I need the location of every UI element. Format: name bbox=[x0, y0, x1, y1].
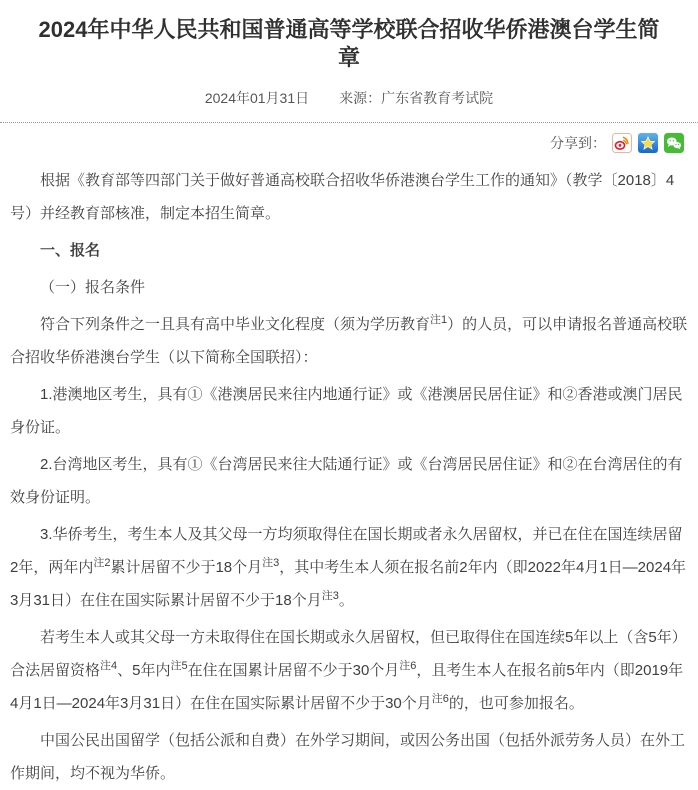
article-meta bbox=[0, 78, 698, 122]
share-label: 分享到： bbox=[550, 135, 606, 151]
weibo-share-icon[interactable] bbox=[612, 133, 632, 153]
footnote-ref: 注6 bbox=[399, 660, 417, 672]
footnote-ref: 注1 bbox=[430, 314, 448, 326]
wechat-share-icon[interactable] bbox=[664, 133, 684, 153]
section-heading: 一、报名 bbox=[40, 242, 101, 259]
footnote-ref: 注4 bbox=[100, 660, 118, 672]
paragraph: 1.港澳地区考生，具有①《港澳居民来往内地通行证》或《港澳居民居住证》和②香港或澳门居民身份证。 bbox=[10, 386, 683, 436]
article-body bbox=[0, 160, 698, 790]
footnote-ref: 注6 bbox=[431, 693, 449, 705]
publish-date: 2024年01月31日 bbox=[204, 90, 310, 106]
article-source: 来源：广东省教育考试院 bbox=[339, 90, 494, 106]
footnote-ref: 注5 bbox=[170, 660, 188, 672]
paragraph: 符合下列条件之一且具有高中毕业文化程度（须为学历教育$^{注1}$）的人员，可以申请报名普通高校联合招收华侨港澳台学生（以下简称全国联招）： bbox=[10, 314, 688, 366]
footnote-ref: 注2 bbox=[93, 557, 111, 569]
paragraph: 3.华侨考生，考生本人及其父母一方均须取得住在国长期或者永久居留权，并已在住在国连续居留2年，两年内$^{注2}$累计居留不少于18个月$^{注3}$，其中考生本人须在报名前2年内（即2022年4月1日—2024年3月31日）在住在国实际累计居留不少于18个月$^{注3}$。 bbox=[10, 526, 687, 609]
paragraph: 中国公民出国留学（包括公派和自费）在外学习期间，或因公务出国（包括外派劳务人员）在外工作期间，均不视为华侨。 bbox=[10, 732, 686, 782]
footnote-ref: 注3 bbox=[321, 590, 339, 602]
paragraph: 2.台湾地区考生，具有①《台湾居民来往大陆通行证》或《台湾居民居住证》和②在台湾居住的有效身份证明。 bbox=[10, 456, 683, 506]
paragraph: 根据《教育部等四部门关于做好普通高校联合招收华侨港澳台学生工作的通知》（教学〔2018〕4号）并经教育部核准，制定本招生简章。 bbox=[10, 172, 675, 222]
paragraph: 若考生本人或其父母一方未取得住在国长期或永久居留权，但已取得住在国连续5年以上（含5年）合法居留资格$^{注4}$、5年内$^{注5}$在住在国累计居留不少于30个月$^{注6}$，且考生本人在报名前5年内（即2019年4月1日—2024年3月31日）在住在国实际累计居留不少于30个月$^{注6}$的，也可参加报名。 bbox=[10, 629, 687, 712]
paragraph: （一）报名条件 bbox=[40, 279, 146, 296]
share-bar bbox=[0, 123, 698, 160]
footnote-ref: 注3 bbox=[262, 557, 280, 569]
qzone-share-icon[interactable] bbox=[638, 133, 658, 153]
page-title: 2024年中华人民共和国普通高等学校联合招收华侨港澳台学生简章 bbox=[38, 17, 660, 70]
